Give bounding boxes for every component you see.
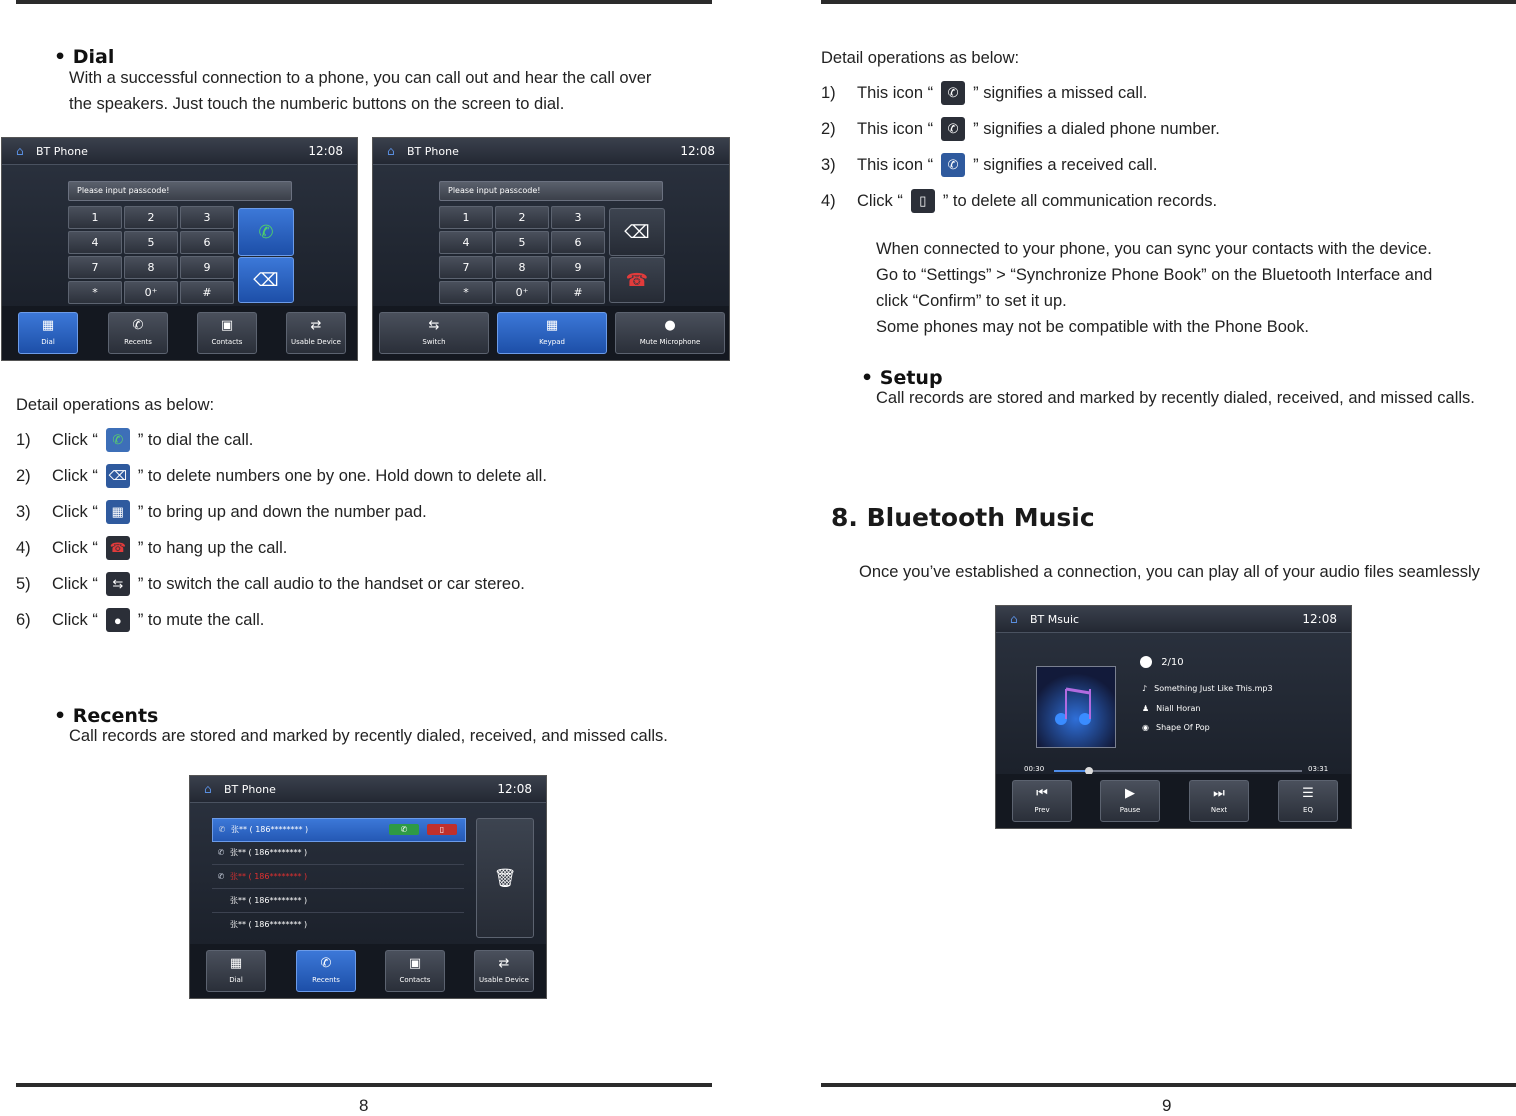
track-number-row: 2/10	[1140, 656, 1184, 668]
album-icon: ◉	[1142, 723, 1149, 732]
key-hash[interactable]: #	[180, 281, 234, 304]
next-icon: ⏭	[1213, 786, 1225, 801]
elapsed-time: 00:30	[1024, 765, 1045, 773]
call-record-row[interactable]: ✆ 张** ( 186******** )	[212, 842, 464, 865]
left-ops-heading: Detail operations as below:	[16, 396, 215, 414]
total-time: 03:31	[1308, 765, 1329, 773]
key-1[interactable]: 1	[439, 206, 493, 229]
nav-contacts[interactable]: ▣ Contacts	[197, 312, 257, 354]
key-5[interactable]: 5	[495, 231, 549, 254]
key-7[interactable]: 7	[439, 256, 493, 279]
right-op-3: 3) This icon “ ✆ ” signifies a received call.	[821, 153, 1157, 177]
song-title: ♪ Something Just Like This.mp3	[1142, 684, 1273, 693]
bottom-nav	[2, 306, 357, 360]
screen-title: BT Msuic	[1030, 612, 1080, 626]
bottom-rule-left	[16, 1083, 712, 1087]
progress-track[interactable]	[1054, 770, 1302, 772]
keypad-icon: ▦	[229, 956, 243, 971]
music-note-icon	[1037, 667, 1115, 747]
phone-icon: ✆	[132, 318, 144, 333]
home-icon[interactable]: ⌂	[387, 144, 395, 158]
right-ops-heading: Detail operations as below:	[821, 49, 1020, 67]
page-number-left: 8	[359, 1096, 369, 1115]
status-bar	[2, 138, 357, 165]
nav-pause[interactable]: ▶ Pause	[1100, 780, 1160, 822]
music-note-icon: ♪	[1142, 684, 1148, 693]
nav-eq[interactable]: ☰ EQ	[1278, 780, 1338, 822]
home-icon[interactable]: ⌂	[1010, 612, 1018, 626]
dial-screen-1	[1, 137, 358, 361]
disc-icon	[1140, 656, 1152, 668]
received-call-icon: ✆	[217, 848, 225, 857]
equalizer-icon: ☰	[1302, 786, 1314, 801]
backspace-icon: ⌫	[106, 464, 130, 488]
status-bar	[996, 606, 1351, 633]
setup-text: Call records are stored and marked by recently dialed, received, and missed calls.	[876, 389, 1475, 407]
sync-text-line-4: Some phones may not be compatible with the Phone Book.	[876, 318, 1309, 336]
screen-title: BT Phone	[36, 144, 88, 158]
bottom-nav	[190, 944, 546, 998]
key-4[interactable]: 4	[439, 231, 493, 254]
trash-icon: ▯	[911, 189, 935, 213]
key-5[interactable]: 5	[124, 231, 178, 254]
passcode-prompt[interactable]: Please input passcode!	[68, 181, 292, 201]
contacts-icon: ▣	[408, 956, 422, 971]
phone-call-icon: ✆	[106, 428, 130, 452]
key-9[interactable]: 9	[180, 256, 234, 279]
key-3[interactable]: 3	[551, 206, 605, 229]
key-0[interactable]: 0⁺	[495, 281, 549, 304]
switch-audio-icon: ⇆	[106, 572, 130, 596]
call-record-row[interactable]: 张** ( 186******** )	[230, 920, 308, 929]
passcode-prompt[interactable]: Please input passcode!	[439, 181, 663, 201]
recents-heading: • Recents	[54, 705, 159, 727]
key-2[interactable]: 2	[124, 206, 178, 229]
clock: 12:08	[308, 144, 343, 158]
setup-heading: • Setup	[861, 367, 943, 389]
keypad-icon: ▦	[545, 318, 559, 333]
nav-prev[interactable]: ⏮ Prev	[1012, 780, 1072, 822]
nav-next[interactable]: ⏭ Next	[1189, 780, 1249, 822]
bottom-rule-right	[821, 1083, 1516, 1087]
album: ◉ Shape Of Pop	[1142, 723, 1210, 732]
recents-screen	[189, 775, 547, 999]
clock: 12:08	[497, 782, 532, 796]
previous-icon: ⏮	[1036, 786, 1048, 801]
home-icon[interactable]: ⌂	[204, 782, 212, 796]
key-8[interactable]: 8	[495, 256, 549, 279]
bottom-nav	[996, 774, 1351, 828]
swap-icon: ⇄	[310, 318, 322, 333]
music-screen	[995, 605, 1352, 829]
received-call-icon: ✆	[941, 153, 965, 177]
nav-usable-device[interactable]: ⇄ Usable Device	[286, 312, 346, 354]
call-record-row[interactable]: ✆ 张** ( 186******** )	[212, 866, 464, 889]
delete-record-button[interactable]: ▯	[427, 824, 457, 835]
key-9[interactable]: 9	[551, 256, 605, 279]
backspace-button[interactable]: ⌫	[609, 208, 665, 256]
bluetooth-music-title: 8. Bluetooth Music	[831, 503, 1095, 532]
left-op-1: 1) Click “ ✆ ” to dial the call.	[16, 428, 253, 452]
sync-text-line-2: Go to “Settings” > “Synchronize Phone Book” on the Bluetooth Interface and	[876, 266, 1433, 284]
missed-call-icon: ✆	[217, 872, 225, 881]
key-3[interactable]: 3	[180, 206, 234, 229]
key-1[interactable]: 1	[68, 206, 122, 229]
nav-keypad[interactable]: ▦ Keypad	[497, 312, 607, 354]
clock: 12:08	[1302, 612, 1337, 626]
keypad-icon: ▦	[41, 318, 55, 333]
dialed-call-icon: ✆	[941, 117, 965, 141]
key-2[interactable]: 2	[495, 206, 549, 229]
top-rule-right	[821, 0, 1516, 4]
missed-call-icon: ✆	[941, 81, 965, 105]
status-bar	[373, 138, 729, 165]
screen-title: BT Phone	[407, 144, 459, 158]
person-icon: ♟	[1142, 704, 1150, 713]
nav-dial[interactable]: ▦ Dial	[206, 950, 266, 992]
dialed-call-icon: ✆	[218, 825, 226, 834]
status-bar	[190, 776, 546, 803]
right-op-1: 1) This icon “ ✆ ” signifies a missed call.	[821, 81, 1147, 105]
right-op-2: 2) This icon “ ✆ ” signifies a dialed phone number.	[821, 117, 1220, 141]
key-0[interactable]: 0⁺	[124, 281, 178, 304]
phone-icon: ✆	[320, 956, 332, 971]
progress-fill	[1054, 770, 1089, 772]
key-4[interactable]: 4	[68, 231, 122, 254]
left-op-5: 5) Click “ ⇆ ” to switch the call audio to the handset or car stereo.	[16, 572, 525, 596]
key-7[interactable]: 7	[68, 256, 122, 279]
swap-icon: ⇄	[498, 956, 510, 971]
microphone-icon: ●	[664, 318, 676, 333]
key-6[interactable]: 6	[180, 231, 234, 254]
bluetooth-music-text: Once you’ve established a connection, you can play all of your audio files seamlessly	[859, 563, 1480, 581]
nav-dial[interactable]: ▦ Dial	[18, 312, 78, 354]
play-icon: ▶	[1125, 786, 1135, 801]
dial-text-line-1: With a successful connection to a phone, you can call out and hear the call over	[69, 69, 652, 87]
album-art	[1036, 666, 1116, 748]
home-icon[interactable]: ⌂	[16, 144, 24, 158]
nav-contacts[interactable]: ▣ Contacts	[385, 950, 445, 992]
hang-up-button[interactable]: ☎	[609, 257, 665, 303]
left-op-2: 2) Click “ ⌫ ” to delete numbers one by one. Hold down to delete all.	[16, 464, 547, 488]
key-star[interactable]: *	[439, 281, 493, 304]
call-button[interactable]: ✆	[238, 208, 294, 256]
key-star[interactable]: *	[68, 281, 122, 304]
delete-all-button[interactable]: 🗑	[476, 818, 534, 938]
nav-recents[interactable]: ✆ Recents	[108, 312, 168, 354]
top-rule-left	[16, 0, 712, 4]
recents-text: Call records are stored and marked by recently dialed, received, and missed calls.	[69, 727, 668, 745]
nav-mute-microphone[interactable]: ● Mute Microphone	[615, 312, 725, 354]
left-op-6: 6) Click “ ● ” to mute the call.	[16, 608, 264, 632]
artist: ♟ Niall Horan	[1142, 704, 1201, 713]
switch-audio-icon: ⇆	[428, 318, 440, 333]
call-record-row[interactable]: ✆ 张** ( 186******** ) ✆ ▯	[212, 818, 466, 842]
call-record-row[interactable]: 张** ( 186******** )	[212, 890, 464, 913]
dial-screen-2	[372, 137, 730, 361]
nav-switch[interactable]: ⇆ Switch	[379, 312, 489, 354]
bottom-nav	[373, 306, 729, 360]
contacts-icon: ▣	[220, 318, 234, 333]
clock: 12:08	[680, 144, 715, 158]
dial-heading: • Dial	[54, 46, 115, 68]
sync-text-line-3: click “Confirm” to set it up.	[876, 292, 1067, 310]
nav-usable-device[interactable]: ⇄ Usable Device	[474, 950, 534, 992]
microphone-icon: ●	[106, 608, 130, 632]
left-op-3: 3) Click “ ▦ ” to bring up and down the number pad.	[16, 500, 427, 524]
screen-title: BT Phone	[224, 782, 276, 796]
nav-recents[interactable]: ✆ Recents	[296, 950, 356, 992]
sync-text-line-1: When connected to your phone, you can sync your contacts with the device.	[876, 240, 1432, 258]
hang-up-icon: ☎	[106, 536, 130, 560]
call-back-button[interactable]: ✆	[389, 824, 419, 835]
key-hash[interactable]: #	[551, 281, 605, 304]
left-op-4: 4) Click “ ☎ ” to hang up the call.	[16, 536, 287, 560]
dial-text-line-2: the speakers. Just touch the numberic buttons on the screen to dial.	[69, 95, 565, 113]
keypad-icon: ▦	[106, 500, 130, 524]
page-number-right: 9	[1162, 1096, 1172, 1115]
right-op-4: 4) Click “ ▯ ” to delete all communication records.	[821, 189, 1217, 213]
key-8[interactable]: 8	[124, 256, 178, 279]
key-6[interactable]: 6	[551, 231, 605, 254]
backspace-button[interactable]: ⌫	[238, 257, 294, 303]
